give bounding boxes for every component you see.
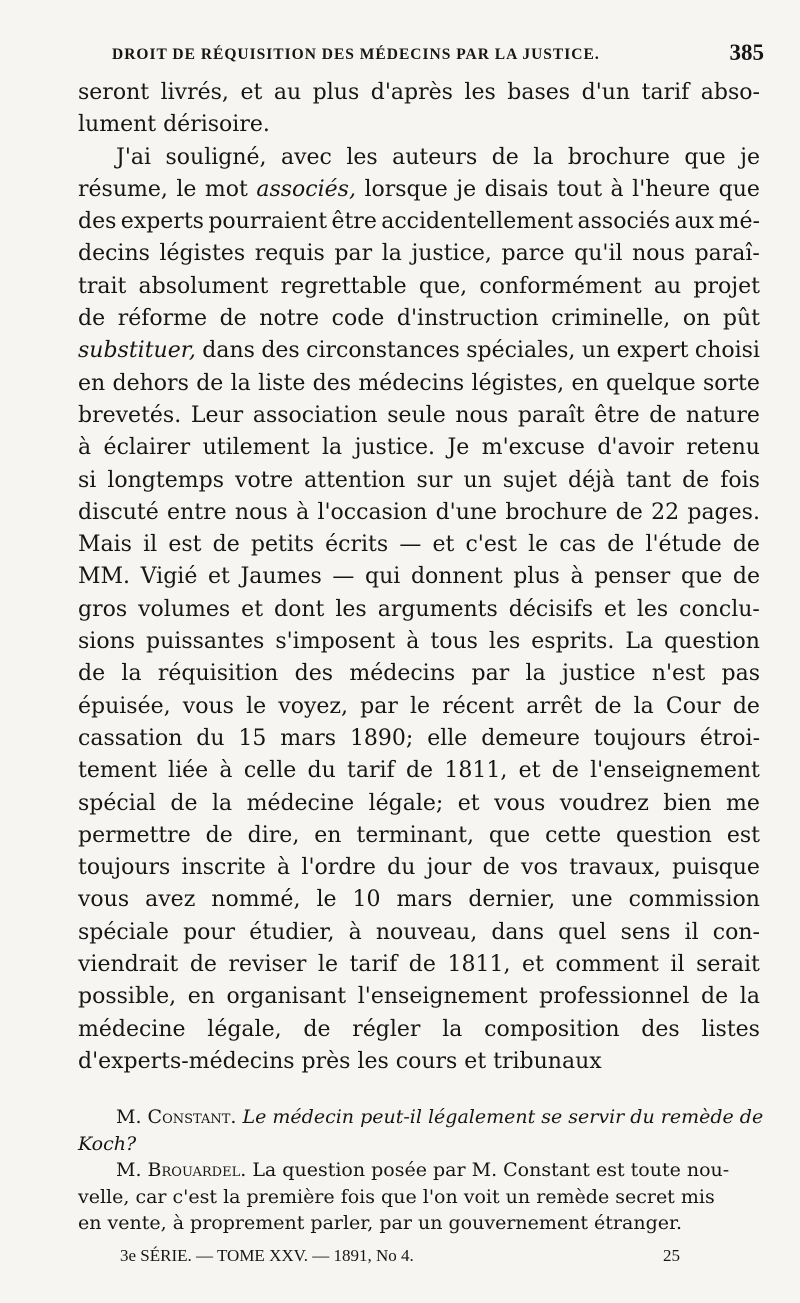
body-line-13: si longtemps votre attention sur un sujet déjà tant de fois: [78, 467, 760, 493]
body-line-06: decins légistes requis par la justice, parce qu'il nous paraî-: [78, 241, 760, 267]
body-line-16: MM. Vigié et Jaumes — qui donnent plus à penser que de: [78, 564, 760, 590]
body-line-23: spécial de la médecine légale; et vous voudrez bien me: [78, 790, 760, 816]
body-line-11: brevetés. Leur association seule nous paraît être de nature: [78, 402, 760, 428]
body-line-04: résume, le mot associés, lorsque je disais tout à l'heure que: [78, 176, 760, 202]
body-line-07: trait absolument regrettable que, conformément au projet: [78, 273, 760, 299]
body-line-19: de la réquisition des médecins par la justice n'est pas: [78, 661, 760, 687]
constant-line-1: [78, 1104, 764, 1131]
running-head: [112, 40, 764, 76]
constant-line-2: Koch?: [78, 1132, 137, 1155]
body-line-27: spéciale pour étudier, à nouveau, dans quel sens il con-: [78, 919, 760, 945]
speaker-constant: M. Constant.: [116, 1106, 237, 1128]
body-line-24: permettre de dire, en terminant, que cette question est: [78, 822, 760, 848]
body-line-09: substituer, dans des circonstances spéciales, un expert choisi: [78, 338, 760, 364]
body-line-28: viendrait de reviser le tarif de 1811, et comment il serait: [78, 952, 760, 978]
page-footer: [120, 1246, 680, 1274]
body-line-15: Mais il est de petits écrits — et c'est le cas de l'étude de: [78, 532, 760, 558]
body-line-10: en dehors de la liste des médecins légistes, en quelque sorte: [78, 370, 760, 396]
speaker-brouardel: M. Brouardel.: [116, 1159, 247, 1181]
signature-mark: 25: [663, 1246, 680, 1265]
body-line-17: gros volumes et dont les arguments décisifs et les conclu-: [78, 596, 760, 622]
constant-question-part-1: Le médecin peut-il légalement se servir du remède de: [242, 1106, 764, 1128]
body-line-21: cassation du 15 mars 1890; elle demeure toujours étroi-: [78, 725, 760, 751]
body-line-30: médecine légale, de régler la composition des listes: [78, 1016, 760, 1042]
series-info: 3e SÉRIE. — TOME XXV. — 1891, No 4.: [120, 1246, 414, 1265]
body-line-08: de réforme de notre code d'instruction criminelle, on pût: [78, 306, 760, 332]
body-line-03: J'ai souligné, avec les auteurs de la brochure que je: [116, 144, 760, 170]
brouardel-line-1: [78, 1157, 760, 1184]
body-line-26: vous avez nommé, le 10 mars dernier, une commission: [78, 887, 760, 913]
brouardel-line-3: en vente, à proprement parler, par un gouvernement étranger.: [78, 1212, 683, 1234]
body-line-02: lument dérisoire.: [78, 112, 270, 138]
body-line-12: à éclairer utilement la justice. Je m'excuse d'avoir retenu: [78, 435, 760, 461]
running-title: DROIT DE RÉQUISITION DES MÉDECINS PAR LA JUSTICE.: [112, 46, 600, 63]
body-line-29: possible, en organisant l'enseignement professionnel de la: [78, 984, 760, 1010]
brouardel-line-2: velle, car c'est la première fois que l'on voit un remède secret mis: [78, 1185, 715, 1208]
page-number: 385: [729, 40, 764, 65]
body-line-05: des experts pourraient être accidentellement associés aux mé-: [78, 209, 760, 235]
body-line-20: épuisée, vous le voyez, par le récent arrêt de la Cour de: [78, 693, 760, 719]
body-line-22: tement liée à celle du tarif de 1811, et de l'enseignement: [78, 758, 760, 784]
body-line-18: sions puissantes s'imposent à tous les esprits. La question: [78, 629, 760, 655]
body-line-31: d'experts-médecins près les cours et tribunaux: [78, 1048, 602, 1074]
body-text: [78, 77, 760, 1078]
body-line-01: seront livrés, et au plus d'après les bases d'un tarif abso-: [78, 80, 760, 105]
body-line-25: toujours inscrite à l'ordre du jour de vos travaux, puisque: [78, 855, 760, 881]
discussion-block: [78, 1104, 764, 1237]
body-line-14: discuté entre nous à l'occasion d'une brochure de 22 pages.: [78, 499, 760, 525]
brouardel-text-1: La question posée par M. Constant est toute nou-: [252, 1159, 730, 1181]
